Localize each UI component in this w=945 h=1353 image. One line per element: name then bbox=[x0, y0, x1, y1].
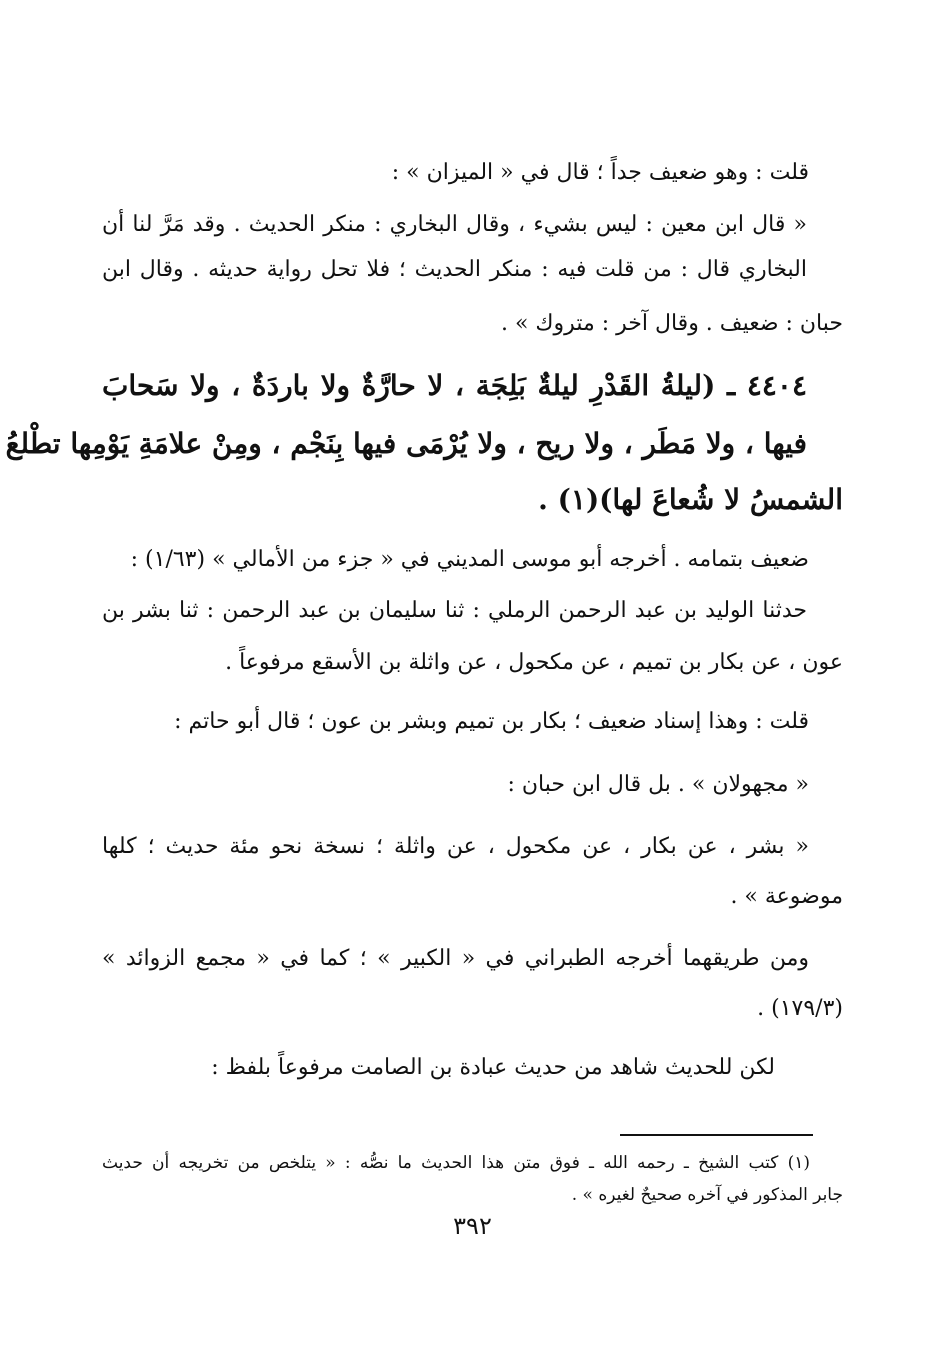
quote-line-4: « بشر ، عن بكار ، عن مكحول ، عن واثلة ؛ نسخة نحو مئة حديث ؛ كلها bbox=[102, 834, 809, 859]
quote-line-5: موضوعة » . bbox=[730, 884, 843, 909]
paragraph-line-1: قلت : وهو ضعيف جداً ؛ قال في « الميزان » : bbox=[391, 160, 809, 185]
takhrij-line-3: عون ، عن بكار بن تميم ، عن مكحول ، عن واثلة بن الأسقع مرفوعاً . bbox=[225, 650, 843, 675]
hadith-line-1: ٤٤٠٤ ـ (ليلةُ القَدْرِ ليلةٌ بَلِجَة ، لا حارَّةٌ ولا باردَةٌ ، ولا سَحابَ bbox=[102, 369, 807, 402]
footnote-line-1: (١) كتب الشيخ ـ رحمه الله ـ فوق متن هذا الحديث ما نصُّه : « يتلخص من تخريجه أن حديث bbox=[102, 1153, 810, 1173]
takhrij-line-2: حدثنا الوليد بن عبد الرحمن الرملي : ثنا سليمان بن عبد الرحمن : ثنا بشر بن bbox=[102, 598, 807, 623]
page-number: ٣٩٢ bbox=[453, 1212, 492, 1240]
hadith-line-2: فيها ، ولا مَطَر ، ولا ريح ، ولا يُرْمَى فيها بِنَجْم ، ومِنْ علامَةِ يَوْمِها تطْلعُ bbox=[5, 427, 807, 460]
footnote-line-2: جابر المذكور في آخره صحيحٌ لغيره » . bbox=[571, 1185, 843, 1205]
source-line-2: (١٧٩/٣) . bbox=[757, 996, 843, 1021]
source-line-1: ومن طريقهما أخرجه الطبراني في « الكبير » ؛ كما في « مجمع الزوائد » bbox=[102, 946, 809, 971]
comment-line-1: قلت : وهذا إسناد ضعيف ؛ بكار بن تميم وبشر بن عون ؛ قال أبو حاتم : bbox=[174, 709, 809, 734]
quote-line-3: حبان : ضعيف . وقال آخر : متروك » . bbox=[500, 311, 843, 336]
takhrij-line-1: ضعيف بتمامه . أخرجه أبو موسى المديني في « جزء من الأمالي » (١/٦٣) : bbox=[130, 547, 809, 572]
witness-line: لكن للحديث شاهد من حديث عبادة بن الصامت مرفوعاً بلفظ : bbox=[211, 1055, 775, 1080]
hadith-line-3: الشمسُ لا شُعاعَ لها)(١) . bbox=[538, 483, 843, 516]
quote-line-2: البخاري قال : من قلت فيه : منكر الحديث ؛ فلا تحل رواية حديثه . وقال ابن bbox=[102, 257, 807, 282]
comment-line-2: « مجهولان » . بل قال ابن حبان : bbox=[507, 772, 809, 797]
footnote-separator bbox=[620, 1134, 813, 1136]
quote-line-1: « قال ابن معين : ليس بشيء ، وقال البخاري : منكر الحديث . وقد مَرَّ لنا أن bbox=[102, 212, 807, 237]
